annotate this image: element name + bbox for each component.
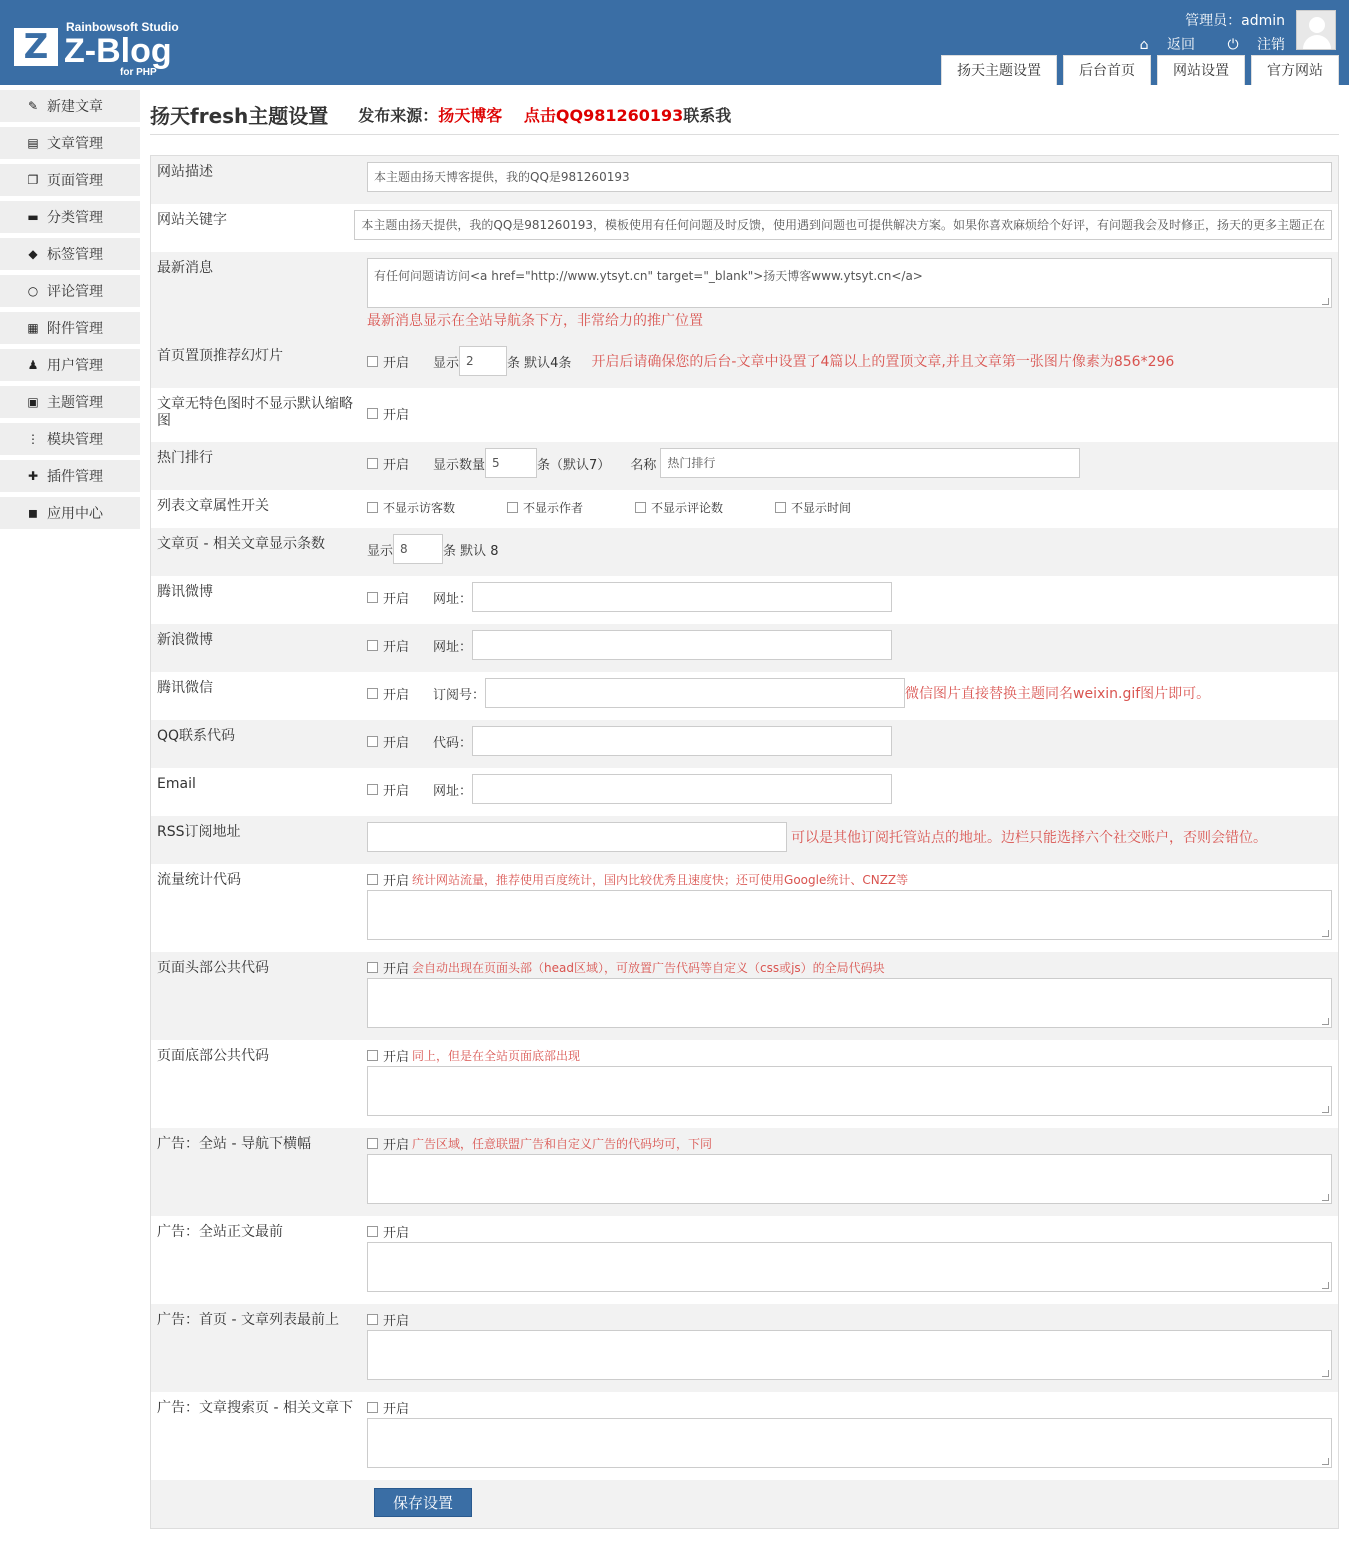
related-label: 文章页 - 相关文章显示条数: [157, 536, 325, 552]
qq-checkbox[interactable]: [367, 736, 378, 747]
user-icon: ♟: [27, 358, 39, 372]
ad2-checkbox[interactable]: [367, 1226, 378, 1237]
slider-label: 首页置顶推荐幻灯片: [157, 348, 283, 364]
logo-brand-text: Z-Blog: [64, 32, 172, 70]
ad2-textarea[interactable]: [367, 1242, 1332, 1292]
comment-icon: ○: [27, 284, 39, 298]
tweibo-url-input[interactable]: [472, 582, 892, 612]
hot-suffix: 条（默认7）: [537, 457, 611, 473]
plugin-icon: ✚: [27, 469, 39, 483]
sidebar-item-label: 主题管理: [47, 395, 103, 411]
sidebar-item-label: 附件管理: [47, 321, 103, 337]
tag-icon: ◆: [28, 247, 38, 261]
row-ad4: [151, 1392, 1338, 1480]
sidebar-item-label: 评论管理: [47, 284, 103, 300]
sidebar-item-comments[interactable]: [0, 275, 140, 307]
row-ad3: [151, 1304, 1338, 1392]
site-desc-label: 网站描述: [157, 164, 213, 180]
tweibo-url-label: 网址：: [433, 591, 473, 607]
logout-link[interactable]: [1213, 37, 1285, 53]
head-textarea[interactable]: [367, 978, 1332, 1028]
sina-checkbox[interactable]: [367, 640, 378, 651]
tab-theme-settings[interactable]: 扬天主题设置: [941, 55, 1057, 85]
top-tabs: [941, 55, 1339, 85]
settings-form: [150, 155, 1339, 1529]
hide-visits-label: 不显示访客数: [383, 500, 456, 515]
row-save: [151, 1480, 1338, 1528]
logo-forphp-text: for PHP: [120, 67, 157, 78]
ad1-note: 广告区域，任意联盟广告和自定义广告的代码均可，下同: [412, 1136, 713, 1151]
source-prefix: 发布来源：: [358, 106, 439, 125]
ad4-checkbox[interactable]: [367, 1402, 378, 1413]
news-note: 最新消息显示在全站导航条下方，非常给力的推广位置: [367, 313, 703, 329]
email-label: Email: [157, 776, 196, 792]
sidebar-item-label: 应用中心: [47, 506, 103, 522]
hot-count-input[interactable]: 5: [485, 448, 537, 478]
stat-textarea[interactable]: [367, 890, 1332, 940]
foot-open-label: 开启: [383, 1049, 410, 1065]
row-qq: [151, 720, 1338, 768]
sidebar-item-tags[interactable]: [0, 238, 140, 270]
nothumb-label: 文章无特色图时不显示默认缩略图: [157, 396, 353, 429]
related-count-input[interactable]: 8: [393, 534, 443, 564]
hide-comments-label: 不显示评论数: [651, 500, 724, 515]
ad1-checkbox[interactable]: [367, 1138, 378, 1149]
slider-suffix: 条 默认4条: [507, 355, 572, 371]
contact-qq-link[interactable]: 点击QQ981260193: [523, 106, 684, 125]
ad3-label: 广告：首页 - 文章列表最前上: [157, 1312, 339, 1328]
row-list-attr: [151, 490, 1338, 528]
slider-note: 开启后请确保您的后台-文章中设置了4篇以上的置顶文章,并且文章第一张图片像素为856*296: [591, 354, 1175, 370]
slider-checkbox[interactable]: [367, 356, 378, 367]
slider-show-label: 显示: [433, 355, 460, 371]
ad3-checkbox[interactable]: [367, 1314, 378, 1325]
email-url-input[interactable]: [472, 774, 892, 804]
ad3-open-label: 开启: [383, 1313, 410, 1329]
source-line: [358, 103, 731, 126]
theme-icon: ▣: [27, 395, 39, 409]
hide-time-label: 不显示时间: [791, 500, 852, 515]
tweibo-checkbox[interactable]: [367, 592, 378, 603]
row-email: [151, 768, 1338, 816]
avatar[interactable]: [1296, 10, 1336, 50]
ad1-open-label: 开启: [383, 1137, 410, 1153]
row-stat: [151, 864, 1338, 952]
sidebar-item-articles[interactable]: [0, 127, 140, 159]
weixin-checkbox[interactable]: [367, 688, 378, 699]
row-rss: [151, 816, 1338, 864]
sidebar-item-themes[interactable]: [0, 386, 140, 418]
hide-time-checkbox[interactable]: [775, 502, 786, 513]
sidebar-item-label: 用户管理: [47, 358, 103, 374]
logo-z-icon: Z: [14, 28, 58, 66]
admin-label: 管理员：admin: [1185, 13, 1285, 29]
nothumb-checkbox[interactable]: [367, 408, 378, 419]
head-open-label: 开启: [383, 961, 410, 977]
logo-studio-text: Rainbowsoft Studio: [66, 20, 179, 34]
ad3-textarea[interactable]: [367, 1330, 1332, 1380]
back-link[interactable]: [1126, 37, 1195, 53]
logout-label: 注销: [1257, 37, 1285, 53]
back-label: 返回: [1167, 37, 1196, 53]
file-icon: ▤: [27, 136, 39, 150]
ad4-open-label: 开启: [383, 1401, 410, 1417]
qq-label: QQ联系代码: [157, 728, 236, 744]
sidebar: [0, 90, 140, 534]
sidebar-item-label: 分类管理: [47, 210, 103, 226]
box-icon: ◼: [28, 506, 38, 520]
foot-note: 同上，但是在全站页面底部出现: [412, 1048, 581, 1063]
foot-label: 页面底部公共代码: [157, 1048, 269, 1064]
qq-code-input[interactable]: [472, 726, 892, 756]
site-desc-input[interactable]: 本主题由扬天博客提供，我的QQ是981260193: [367, 162, 1332, 192]
edit-icon: ✎: [27, 99, 39, 113]
nothumb-open-label: 开启: [383, 407, 410, 423]
rss-note: 可以是其他订阅托管站点的地址。边栏只能选择六个社交账户，否则会错位。: [791, 830, 1267, 846]
sina-url-label: 网址：: [433, 639, 473, 655]
row-news: [151, 252, 1338, 340]
user-box: [1112, 10, 1285, 54]
sidebar-item-label: 新建文章: [47, 99, 103, 115]
stat-label: 流量统计代码: [157, 872, 241, 888]
row-ad1: [151, 1128, 1338, 1216]
list-attr-label: 列表文章属性开关: [157, 498, 269, 514]
sidebar-item-plugins[interactable]: [0, 460, 140, 492]
hot-checkbox[interactable]: [367, 458, 378, 469]
contact-suffix: 联系我: [683, 106, 732, 125]
power-icon: ⏻: [1227, 37, 1239, 53]
row-hot: [151, 442, 1338, 490]
row-nothumb: [151, 388, 1338, 442]
related-suffix: 条 默认 8: [443, 543, 499, 559]
hide-comments-checkbox[interactable]: [635, 502, 646, 513]
hot-name-label: 名称: [630, 457, 657, 473]
ad1-label: 广告：全站 - 导航下横幅: [157, 1136, 311, 1152]
row-ad2: [151, 1216, 1338, 1304]
attachment-icon: ▦: [27, 321, 39, 335]
weixin-open-label: 开启: [383, 687, 410, 703]
row-tweibo: [151, 576, 1338, 624]
stat-open-label: 开启: [383, 873, 410, 889]
zblog-logo[interactable]: [14, 20, 204, 84]
stat-note: 统计网站流量，推荐使用百度统计，国内比较优秀且速度快；还可使用Google统计、CNZZ等: [412, 872, 909, 887]
head-label: 页面头部公共代码: [157, 960, 269, 976]
weixin-label: 腾讯微信: [157, 680, 213, 696]
news-textarea[interactable]: 有任何问题请访问<a href="http://www.ytsyt.cn" target="_blank">扬天博客www.ytsyt.cn</a>: [367, 258, 1332, 308]
save-button[interactable]: 保存设置: [374, 1488, 472, 1517]
hot-name-input[interactable]: 热门排行: [660, 448, 1080, 478]
news-label: 最新消息: [157, 260, 213, 276]
email-checkbox[interactable]: [367, 784, 378, 795]
row-weixin: [151, 672, 1338, 720]
row-sina: [151, 624, 1338, 672]
sidebar-item-app-center[interactable]: [0, 497, 140, 529]
foot-checkbox[interactable]: [367, 1050, 378, 1061]
sidebar-item-label: 文章管理: [47, 136, 103, 152]
sidebar-item-label: 模块管理: [47, 432, 103, 448]
sidebar-item-attachments[interactable]: [0, 312, 140, 344]
rss-label: RSS订阅地址: [157, 824, 241, 840]
sidebar-item-label: 插件管理: [47, 469, 103, 485]
email-open-label: 开启: [383, 783, 410, 799]
folder-icon: ▬: [27, 210, 39, 224]
hide-author-label: 不显示作者: [523, 500, 584, 515]
sidebar-item-label: 页面管理: [47, 173, 103, 189]
tweibo-open-label: 开启: [383, 591, 410, 607]
keywords-input[interactable]: 本主题由扬天提供，我的QQ是981260193，模板使用有任何问题及时反馈，使用遇到问题也可提供解决方案。如果你喜欢麻烦给个好评，有问题我会及时修正，扬天的更多主题正在: [354, 210, 1332, 240]
sidebar-item-modules[interactable]: [0, 423, 140, 455]
weixin-note: 微信图片直接替换主题同名weixin.gif图片即可。: [905, 686, 1211, 702]
hot-open-label: 开启: [383, 457, 410, 473]
slider-count-input[interactable]: 2: [459, 346, 507, 376]
slider-open-label: 开启: [383, 355, 410, 371]
files-icon: ❐: [27, 173, 39, 187]
stat-checkbox[interactable]: [367, 874, 378, 885]
sina-url-input[interactable]: [472, 630, 892, 660]
row-slider: [151, 340, 1338, 388]
sidebar-item-pages[interactable]: [0, 164, 140, 196]
home-icon: ⌂: [1139, 37, 1149, 53]
sidebar-item-users[interactable]: [0, 349, 140, 381]
hot-count-label: 显示数量: [433, 457, 486, 473]
sidebar-item-new-article[interactable]: [0, 90, 140, 122]
sina-open-label: 开启: [383, 639, 410, 655]
row-head-code: [151, 952, 1338, 1040]
rss-input[interactable]: [367, 822, 787, 852]
tab-site-settings[interactable]: 网站设置: [1157, 55, 1245, 85]
ad1-textarea[interactable]: [367, 1154, 1332, 1204]
header-bar: [0, 0, 1349, 85]
qq-code-label: 代码：: [433, 735, 473, 751]
hide-visits-checkbox[interactable]: [367, 502, 378, 513]
source-link[interactable]: 扬天博客: [438, 106, 503, 125]
tab-official-site[interactable]: 官方网站: [1251, 55, 1339, 85]
sina-label: 新浪微博: [157, 632, 213, 648]
qq-open-label: 开启: [383, 735, 410, 751]
sidebar-item-categories[interactable]: [0, 201, 140, 233]
head-checkbox[interactable]: [367, 962, 378, 973]
ad4-label: 广告：文章搜索页 - 相关文章下: [157, 1400, 353, 1416]
head-note: 会自动出现在页面头部（head区域），可放置广告代码等自定义（css或js）的全局代码块: [412, 960, 885, 975]
ad2-open-label: 开启: [383, 1225, 410, 1241]
row-site-desc: [151, 156, 1338, 204]
weixin-subscribe-label: 订阅号：: [433, 687, 486, 703]
keywords-label: 网站关键字: [157, 212, 227, 228]
page-title: 扬天fresh主题设置: [150, 104, 329, 128]
ad2-label: 广告：全站正文最前: [157, 1224, 283, 1240]
hide-author-checkbox[interactable]: [507, 502, 518, 513]
row-foot-code: [151, 1040, 1338, 1128]
foot-textarea[interactable]: [367, 1066, 1332, 1116]
title-bar: [150, 95, 1339, 135]
sidebar-item-label: 标签管理: [47, 247, 103, 263]
module-icon: ⋮: [27, 432, 39, 446]
related-show-label: 显示: [367, 543, 394, 559]
email-url-label: 网址：: [433, 783, 473, 799]
ad4-textarea[interactable]: [367, 1418, 1332, 1468]
tab-admin-home[interactable]: 后台首页: [1063, 55, 1151, 85]
tweibo-label: 腾讯微博: [157, 584, 213, 600]
main-content: [150, 95, 1339, 1417]
row-keywords: [151, 204, 1338, 252]
row-related: [151, 528, 1338, 576]
hot-label: 热门排行: [157, 450, 213, 466]
weixin-subscribe-input[interactable]: [485, 678, 905, 708]
